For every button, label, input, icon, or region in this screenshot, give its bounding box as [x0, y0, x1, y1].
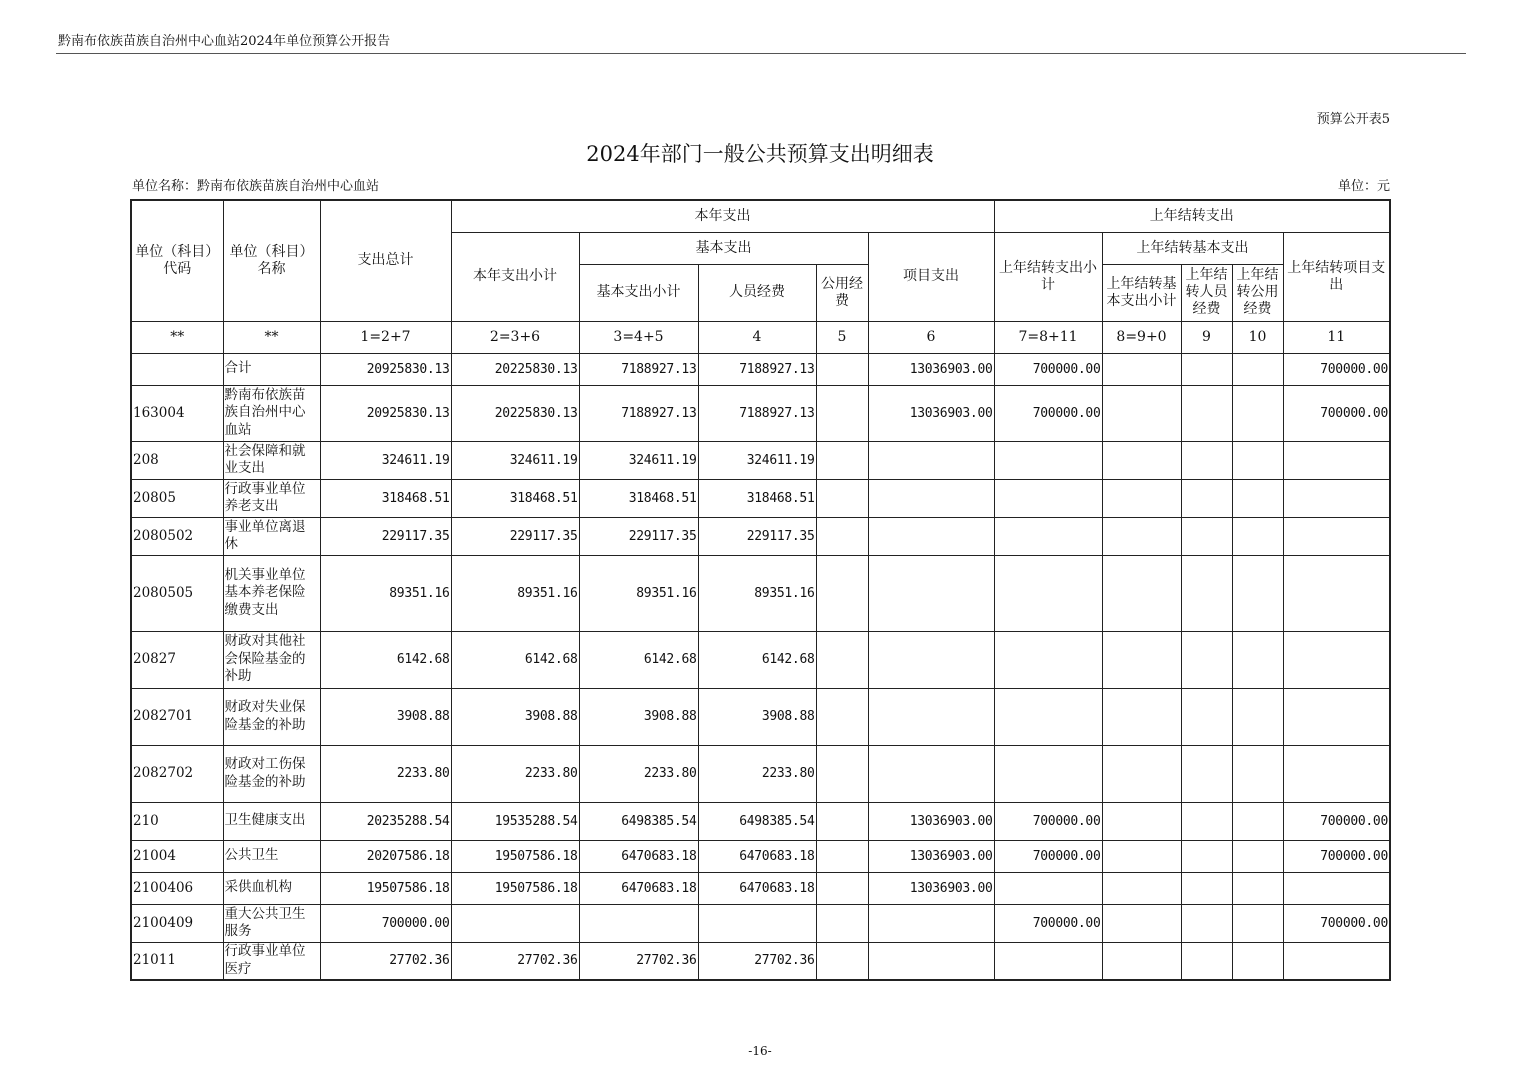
cell-project: 13036903.00	[868, 385, 994, 441]
table-row	[131, 517, 1390, 555]
formula-cell: 7=8+11	[994, 321, 1102, 353]
cell-public	[816, 904, 868, 942]
table-row	[131, 479, 1390, 517]
cell-total: 27702.36	[320, 942, 451, 980]
cell-carry	[994, 872, 1102, 904]
cell-personnel: 2233.80	[698, 745, 816, 802]
cell-public	[816, 441, 868, 479]
page-number: -16-	[748, 1044, 772, 1058]
cell-project	[868, 441, 994, 479]
cell-personnel: 6142.68	[698, 631, 816, 688]
formula-cell: 8=9+0	[1102, 321, 1181, 353]
cell-project	[868, 904, 994, 942]
cell-current: 19535288.54	[451, 802, 579, 840]
header-carryover-basic: 上年结转基本支出	[1102, 232, 1283, 264]
cell-carry	[994, 479, 1102, 517]
cell-name: 合计	[223, 353, 320, 385]
cell-current: 229117.35	[451, 517, 579, 555]
cell-total: 20207586.18	[320, 840, 451, 872]
cell-current: 318468.51	[451, 479, 579, 517]
cell-public	[816, 385, 868, 441]
cell-basic: 89351.16	[579, 555, 698, 631]
cell-basic: 27702.36	[579, 942, 698, 980]
cell-public	[816, 517, 868, 555]
formula-cell: **	[131, 321, 223, 353]
cell-code: 2080502	[131, 517, 223, 555]
table-row	[131, 688, 1390, 745]
cell-public	[816, 802, 868, 840]
cell-carry-project: 700000.00	[1283, 385, 1390, 441]
table-row	[131, 745, 1390, 802]
cell-carry-public	[1232, 802, 1283, 840]
cell-carry	[994, 441, 1102, 479]
cell-carry	[994, 942, 1102, 980]
cell-personnel: 27702.36	[698, 942, 816, 980]
cell-carry-public	[1232, 904, 1283, 942]
formula-row	[131, 321, 1390, 353]
cell-carry-public	[1232, 385, 1283, 441]
cell-public	[816, 688, 868, 745]
cell-carry-public	[1232, 353, 1283, 385]
cell-carry-basic	[1102, 517, 1181, 555]
formula-cell: 3=4+5	[579, 321, 698, 353]
cell-current: 3908.88	[451, 688, 579, 745]
formula-cell: 1=2+7	[320, 321, 451, 353]
cell-current: 2233.80	[451, 745, 579, 802]
running-head: 黔南布依族苗族自治州中心血站2024年单位预算公开报告	[58, 34, 391, 49]
cell-carry-project	[1283, 441, 1390, 479]
table-row	[131, 802, 1390, 840]
header-basic: 基本支出	[579, 232, 868, 264]
cell-carry-personnel	[1181, 353, 1232, 385]
cell-total: 2233.80	[320, 745, 451, 802]
cell-code: 2080505	[131, 555, 223, 631]
cell-current: 19507586.18	[451, 872, 579, 904]
cell-carry-basic	[1102, 745, 1181, 802]
cell-name: 行政事业单位医疗	[223, 942, 320, 980]
cell-carry-personnel	[1181, 745, 1232, 802]
cell-total: 229117.35	[320, 517, 451, 555]
formula-cell: **	[223, 321, 320, 353]
cell-project	[868, 942, 994, 980]
cell-basic: 6142.68	[579, 631, 698, 688]
cell-name: 事业单位离退休	[223, 517, 320, 555]
cell-code: 208	[131, 441, 223, 479]
header-carryover-personnel: 上年结转人员经费	[1181, 264, 1232, 321]
cell-carry-project	[1283, 479, 1390, 517]
cell-basic: 2233.80	[579, 745, 698, 802]
cell-carry	[994, 517, 1102, 555]
cell-code: 210	[131, 802, 223, 840]
table-row	[131, 904, 1390, 942]
header-code: 单位（科目）代码	[131, 200, 223, 321]
formula-cell: 2=3+6	[451, 321, 579, 353]
cell-carry-basic	[1102, 802, 1181, 840]
cell-code	[131, 353, 223, 385]
cell-carry-public	[1232, 872, 1283, 904]
cell-name: 采供血机构	[223, 872, 320, 904]
cell-basic: 229117.35	[579, 517, 698, 555]
cell-public	[816, 353, 868, 385]
cell-code: 20827	[131, 631, 223, 688]
cell-public	[816, 631, 868, 688]
cell-current: 324611.19	[451, 441, 579, 479]
table-row	[131, 385, 1390, 441]
cell-total: 20925830.13	[320, 353, 451, 385]
cell-project: 13036903.00	[868, 872, 994, 904]
cell-carry-public	[1232, 688, 1283, 745]
cell-carry-personnel	[1181, 688, 1232, 745]
cell-carry-personnel	[1181, 942, 1232, 980]
cell-name: 财政对工伤保险基金的补助	[223, 745, 320, 802]
cell-carry-basic	[1102, 904, 1181, 942]
cell-carry-project: 700000.00	[1283, 840, 1390, 872]
cell-carry-public	[1232, 555, 1283, 631]
cell-personnel: 3908.88	[698, 688, 816, 745]
cell-carry-basic	[1102, 872, 1181, 904]
cell-basic: 3908.88	[579, 688, 698, 745]
cell-current: 20225830.13	[451, 385, 579, 441]
cell-carry-personnel	[1181, 872, 1232, 904]
cell-carry-personnel	[1181, 802, 1232, 840]
cell-code: 163004	[131, 385, 223, 441]
cell-carry-project	[1283, 942, 1390, 980]
cell-carry-public	[1232, 745, 1283, 802]
cell-carry-project: 700000.00	[1283, 353, 1390, 385]
cell-carry-basic	[1102, 631, 1181, 688]
cell-current	[451, 904, 579, 942]
cell-basic	[579, 904, 698, 942]
cell-carry-project	[1283, 745, 1390, 802]
header-basic-subtotal: 基本支出小计	[579, 264, 698, 321]
cell-carry-personnel	[1181, 479, 1232, 517]
table-row	[131, 872, 1390, 904]
cell-carry-basic	[1102, 353, 1181, 385]
cell-carry-project	[1283, 631, 1390, 688]
cell-personnel: 6470683.18	[698, 872, 816, 904]
cell-basic: 7188927.13	[579, 385, 698, 441]
formula-cell: 4	[698, 321, 816, 353]
cell-carry-basic	[1102, 479, 1181, 517]
cell-name: 社会保障和就业支出	[223, 441, 320, 479]
header-public-funds: 公用经费	[816, 264, 868, 321]
cell-carry-basic	[1102, 942, 1181, 980]
table-id: 预算公开表5	[1316, 112, 1390, 127]
cell-current: 6142.68	[451, 631, 579, 688]
cell-carry-personnel	[1181, 441, 1232, 479]
cell-code: 20805	[131, 479, 223, 517]
cell-project: 13036903.00	[868, 840, 994, 872]
cell-public	[816, 555, 868, 631]
cell-personnel: 324611.19	[698, 441, 816, 479]
formula-cell: 6	[868, 321, 994, 353]
cell-name: 财政对失业保险基金的补助	[223, 688, 320, 745]
header-project: 项目支出	[868, 232, 994, 321]
table-row	[131, 631, 1390, 688]
cell-carry-public	[1232, 631, 1283, 688]
cell-personnel: 229117.35	[698, 517, 816, 555]
unit-name: 单位名称：黔南布依族苗族自治州中心血站	[132, 179, 380, 194]
cell-total: 19507586.18	[320, 872, 451, 904]
cell-project: 13036903.00	[868, 353, 994, 385]
cell-name: 行政事业单位养老支出	[223, 479, 320, 517]
cell-carry-project	[1283, 517, 1390, 555]
table-row	[131, 840, 1390, 872]
page-title: 2024年部门一般公共预算支出明细表	[586, 142, 934, 166]
cell-basic: 6470683.18	[579, 840, 698, 872]
cell-current: 20225830.13	[451, 353, 579, 385]
cell-carry-personnel	[1181, 631, 1232, 688]
cell-current: 27702.36	[451, 942, 579, 980]
cell-code: 2082702	[131, 745, 223, 802]
header-total: 支出总计	[320, 200, 451, 321]
cell-carry-public	[1232, 840, 1283, 872]
cell-carry-personnel	[1181, 385, 1232, 441]
cell-current: 89351.16	[451, 555, 579, 631]
cell-total: 20925830.13	[320, 385, 451, 441]
cell-project	[868, 517, 994, 555]
cell-name: 黔南布依族苗族自治州中心血站	[223, 385, 320, 441]
cell-carry-project	[1283, 688, 1390, 745]
cell-carry-basic	[1102, 688, 1181, 745]
cell-basic: 7188927.13	[579, 353, 698, 385]
cell-carry-personnel	[1181, 840, 1232, 872]
cell-carry	[994, 688, 1102, 745]
header-current-subtotal: 本年支出小计	[451, 232, 579, 321]
table-row	[131, 942, 1390, 980]
cell-code: 21011	[131, 942, 223, 980]
formula-cell: 11	[1283, 321, 1390, 353]
cell-public	[816, 942, 868, 980]
cell-public	[816, 479, 868, 517]
cell-carry-public	[1232, 517, 1283, 555]
cell-carry-project: 700000.00	[1283, 802, 1390, 840]
cell-name: 卫生健康支出	[223, 802, 320, 840]
cell-carry: 700000.00	[994, 904, 1102, 942]
cell-name: 公共卫生	[223, 840, 320, 872]
table-row	[131, 441, 1390, 479]
cell-carry-personnel	[1181, 555, 1232, 631]
cell-code: 2100409	[131, 904, 223, 942]
cell-carry-basic	[1102, 385, 1181, 441]
cell-name: 重大公共卫生服务	[223, 904, 320, 942]
cell-personnel: 318468.51	[698, 479, 816, 517]
cell-code: 21004	[131, 840, 223, 872]
header-name: 单位（科目）名称	[223, 200, 320, 321]
header-carryover-project: 上年结转项目支出	[1283, 232, 1390, 321]
cell-personnel: 6470683.18	[698, 840, 816, 872]
cell-total: 324611.19	[320, 441, 451, 479]
cell-total: 6142.68	[320, 631, 451, 688]
cell-project	[868, 631, 994, 688]
formula-cell: 9	[1181, 321, 1232, 353]
cell-basic: 6498385.54	[579, 802, 698, 840]
table-row	[131, 353, 1390, 385]
cell-carry-project	[1283, 555, 1390, 631]
cell-personnel	[698, 904, 816, 942]
cell-code: 2082701	[131, 688, 223, 745]
cell-total: 3908.88	[320, 688, 451, 745]
table-row	[131, 555, 1390, 631]
cell-personnel: 6498385.54	[698, 802, 816, 840]
cell-basic: 318468.51	[579, 479, 698, 517]
cell-carry	[994, 745, 1102, 802]
cell-carry-public	[1232, 479, 1283, 517]
cell-basic: 6470683.18	[579, 872, 698, 904]
cell-carry-public	[1232, 441, 1283, 479]
cell-carry-basic	[1102, 555, 1181, 631]
header-current-year: 本年支出	[451, 200, 994, 232]
cell-public	[816, 872, 868, 904]
cell-total: 20235288.54	[320, 802, 451, 840]
cell-carry-public	[1232, 942, 1283, 980]
cell-carry	[994, 631, 1102, 688]
cell-total: 318468.51	[320, 479, 451, 517]
cell-public	[816, 745, 868, 802]
cell-carry-basic	[1102, 441, 1181, 479]
cell-carry: 700000.00	[994, 802, 1102, 840]
cell-total: 700000.00	[320, 904, 451, 942]
cell-carry-personnel	[1181, 517, 1232, 555]
cell-project	[868, 555, 994, 631]
cell-carry: 700000.00	[994, 840, 1102, 872]
cell-carry: 700000.00	[994, 385, 1102, 441]
cell-total: 89351.16	[320, 555, 451, 631]
cell-carry	[994, 555, 1102, 631]
cell-project	[868, 688, 994, 745]
cell-name: 财政对其他社会保险基金的补助	[223, 631, 320, 688]
cell-current: 19507586.18	[451, 840, 579, 872]
header-carryover-public: 上年结转公用经费	[1232, 264, 1283, 321]
formula-cell: 5	[816, 321, 868, 353]
cell-carry-project: 700000.00	[1283, 904, 1390, 942]
cell-carry-basic	[1102, 840, 1181, 872]
cell-code: 2100406	[131, 872, 223, 904]
cell-carry: 700000.00	[994, 353, 1102, 385]
cell-project	[868, 745, 994, 802]
header-carryover: 上年结转支出	[994, 200, 1390, 232]
header-carryover-subtotal: 上年结转支出小计	[994, 232, 1102, 321]
cell-project	[868, 479, 994, 517]
header-carryover-basic-subtotal: 上年结转基本支出小计	[1102, 264, 1181, 321]
cell-personnel: 89351.16	[698, 555, 816, 631]
cell-personnel: 7188927.13	[698, 385, 816, 441]
cell-carry-project	[1283, 872, 1390, 904]
cell-carry-personnel	[1181, 904, 1232, 942]
budget-expenditure-table	[130, 199, 1391, 981]
formula-cell: 10	[1232, 321, 1283, 353]
unit-label: 单位：元	[1337, 179, 1390, 194]
cell-public	[816, 840, 868, 872]
header-rule	[56, 53, 1466, 54]
cell-basic: 324611.19	[579, 441, 698, 479]
cell-name: 机关事业单位基本养老保险缴费支出	[223, 555, 320, 631]
cell-project: 13036903.00	[868, 802, 994, 840]
cell-personnel: 7188927.13	[698, 353, 816, 385]
header-personnel: 人员经费	[698, 264, 816, 321]
